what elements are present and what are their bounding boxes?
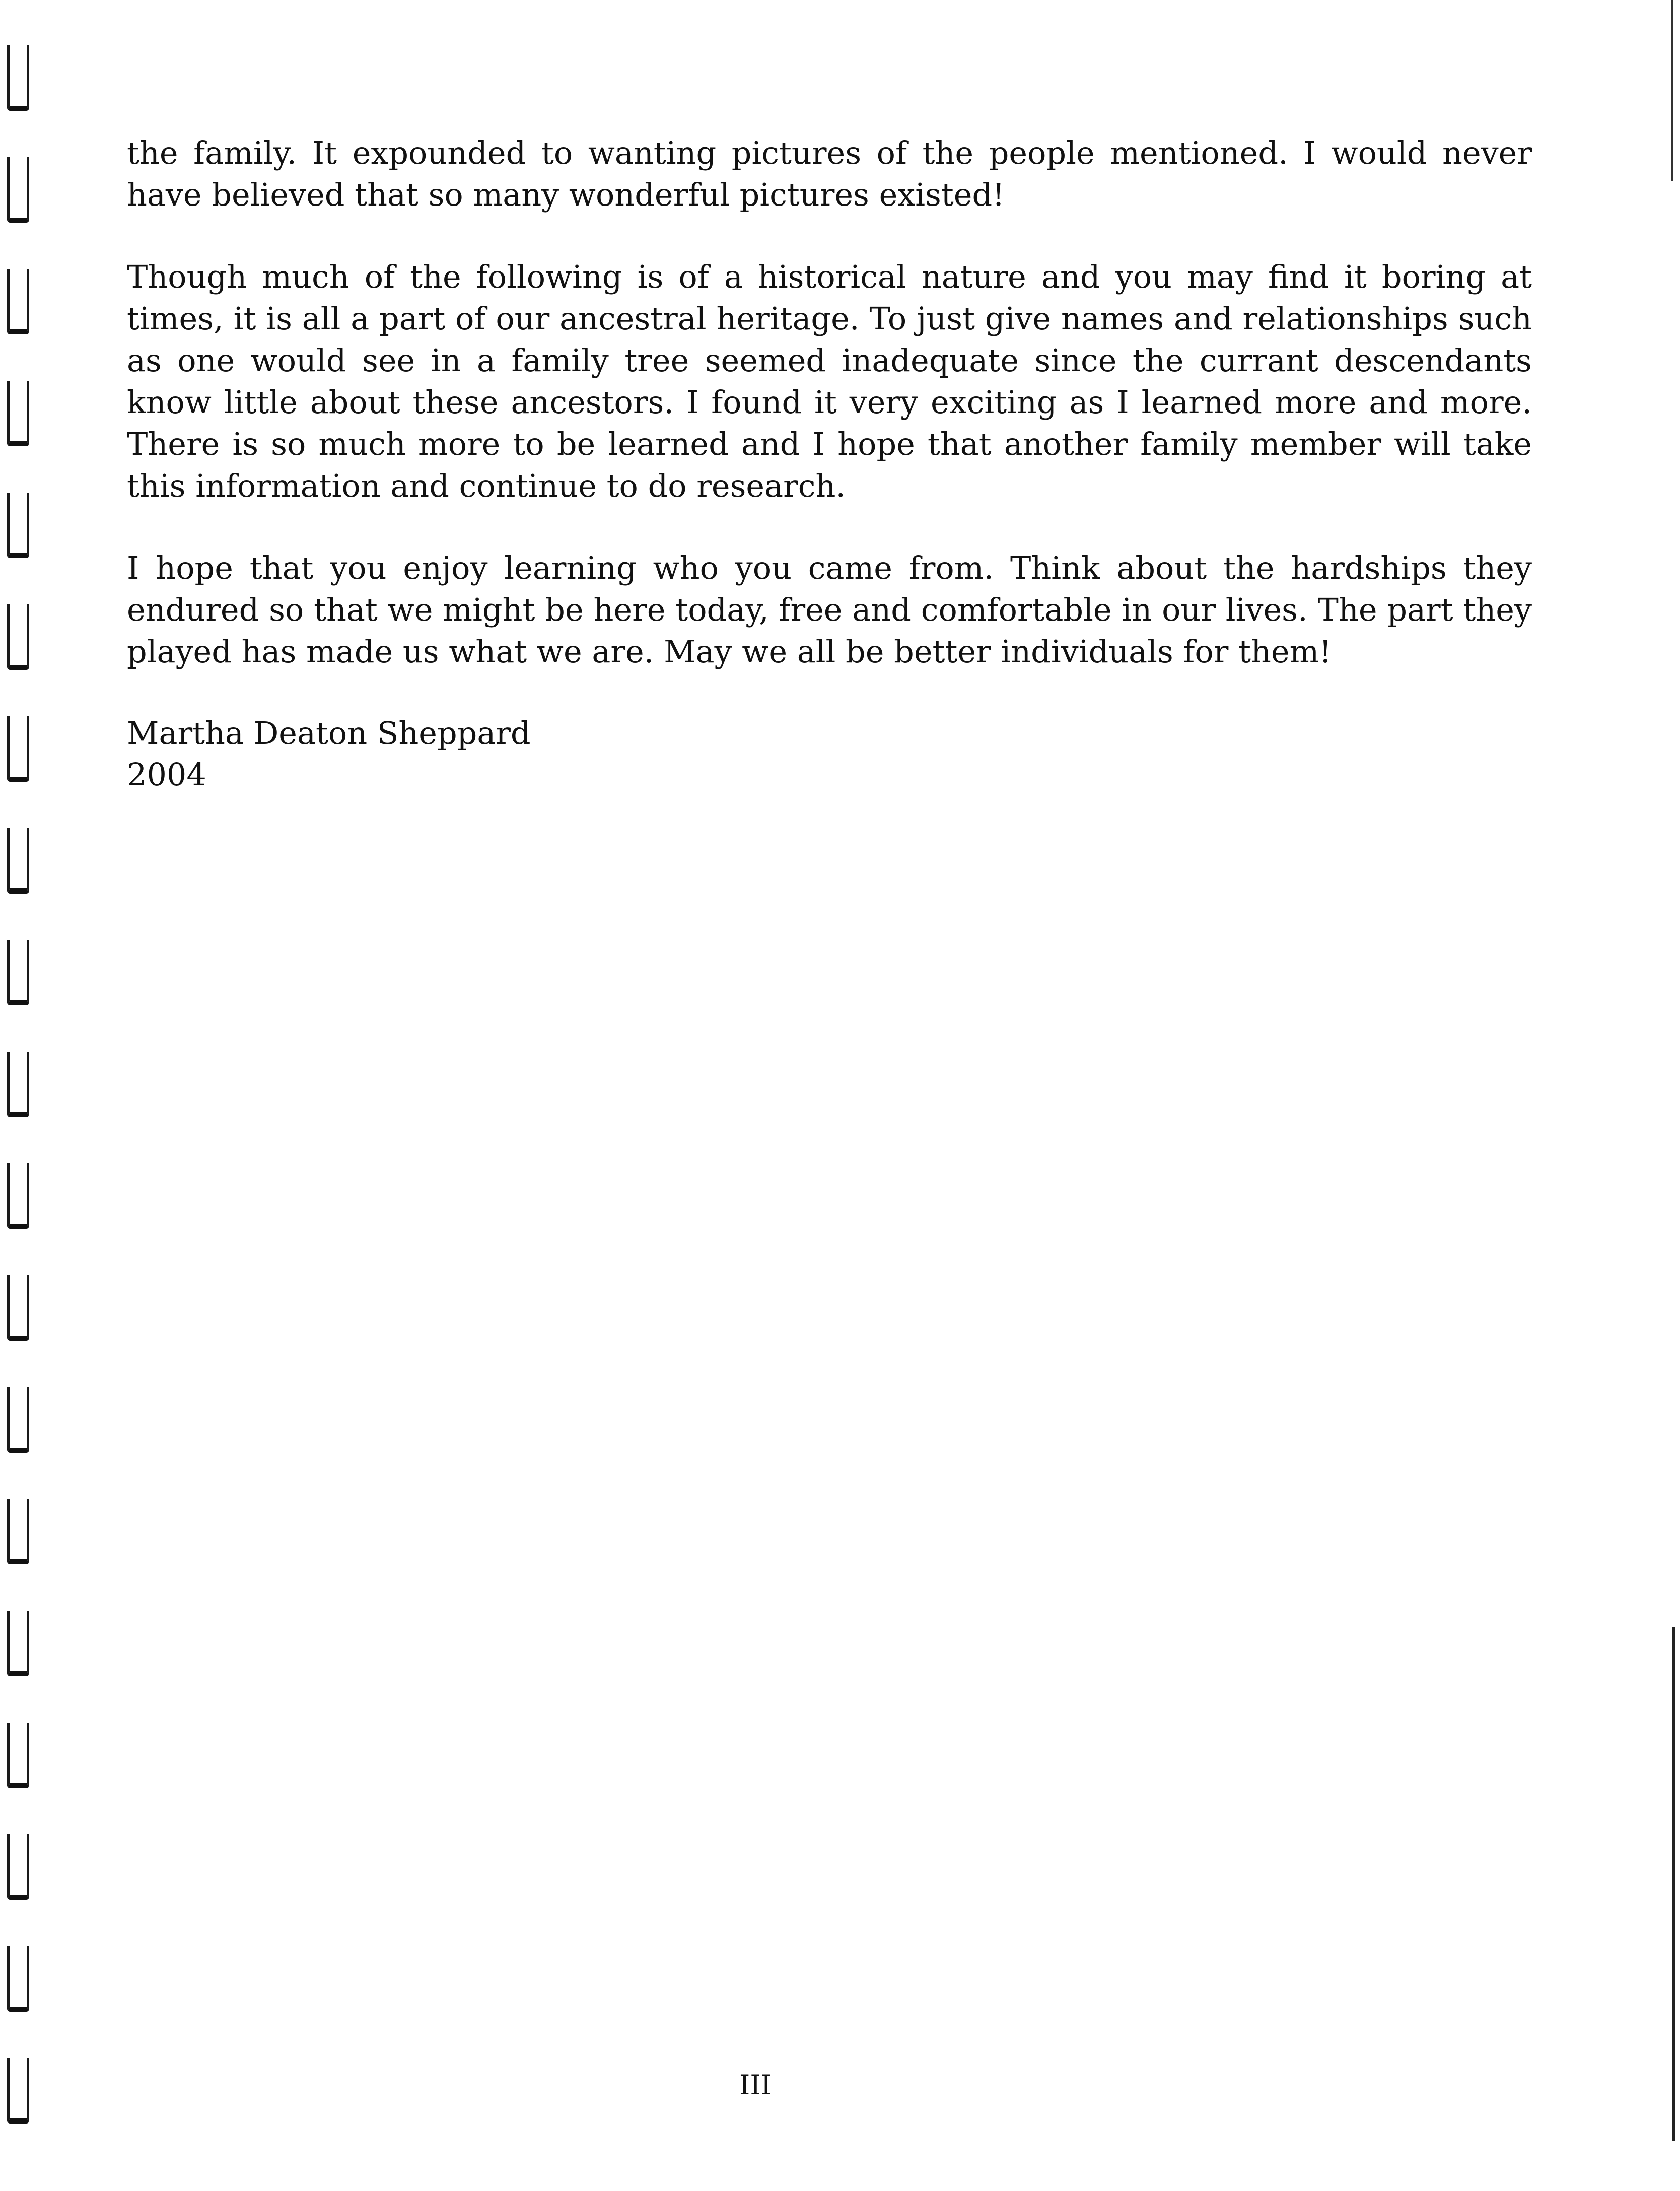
paragraph: Though much of the following is of a historical nature and you may find it boring at times, it is all a part of our ancestral heritage. To just give names and relationships such as one would see in a family tree seemed inadequate since the currant descendants know little about these ancestors. I found it very exciting as I learned more and more. There is so much more to be learned and I hope that another family member will take this information and continue to do research. (127, 258, 1532, 504)
binding-hole-mark (7, 1275, 29, 1341)
binding-hole-mark (7, 381, 29, 446)
binding-holes (7, 45, 33, 2181)
binding-hole-mark (7, 1052, 29, 1117)
binding-hole-mark (7, 157, 29, 223)
binding-hole-mark (7, 493, 29, 558)
page-edge-line (1671, 0, 1673, 181)
signature-year: 2004 (127, 756, 206, 793)
page-edge-line (1672, 1627, 1675, 2141)
binding-hole-mark (7, 1834, 29, 1900)
binding-hole-mark (7, 1387, 29, 1453)
signature-block (127, 713, 1532, 795)
binding-hole-mark (7, 1611, 29, 1676)
binding-hole-mark (7, 1723, 29, 1788)
page-number: III (739, 2069, 772, 2101)
author-name: Martha Deaton Sheppard (127, 715, 531, 751)
binding-hole-mark (7, 1163, 29, 1229)
paragraph: the family. It expounded to wanting pictures of the people mentioned. I would never have believed that so many wonderful pictures existed! (127, 134, 1532, 213)
binding-hole-mark (7, 716, 29, 782)
binding-hole-mark (7, 1499, 29, 1564)
paragraph: I hope that you enjoy learning who you came from. Think about the hardships they endured so that we might be here today, free and comfortable in our lives. The part they played has made us what we are. May we all be better individuals for them! (127, 550, 1532, 670)
binding-hole-mark (7, 45, 29, 111)
body-text (127, 132, 1532, 795)
binding-hole-mark (7, 1946, 29, 2012)
binding-hole-mark (7, 940, 29, 1005)
binding-hole-mark (7, 828, 29, 894)
binding-hole-mark (7, 604, 29, 670)
binding-hole-mark (7, 269, 29, 334)
